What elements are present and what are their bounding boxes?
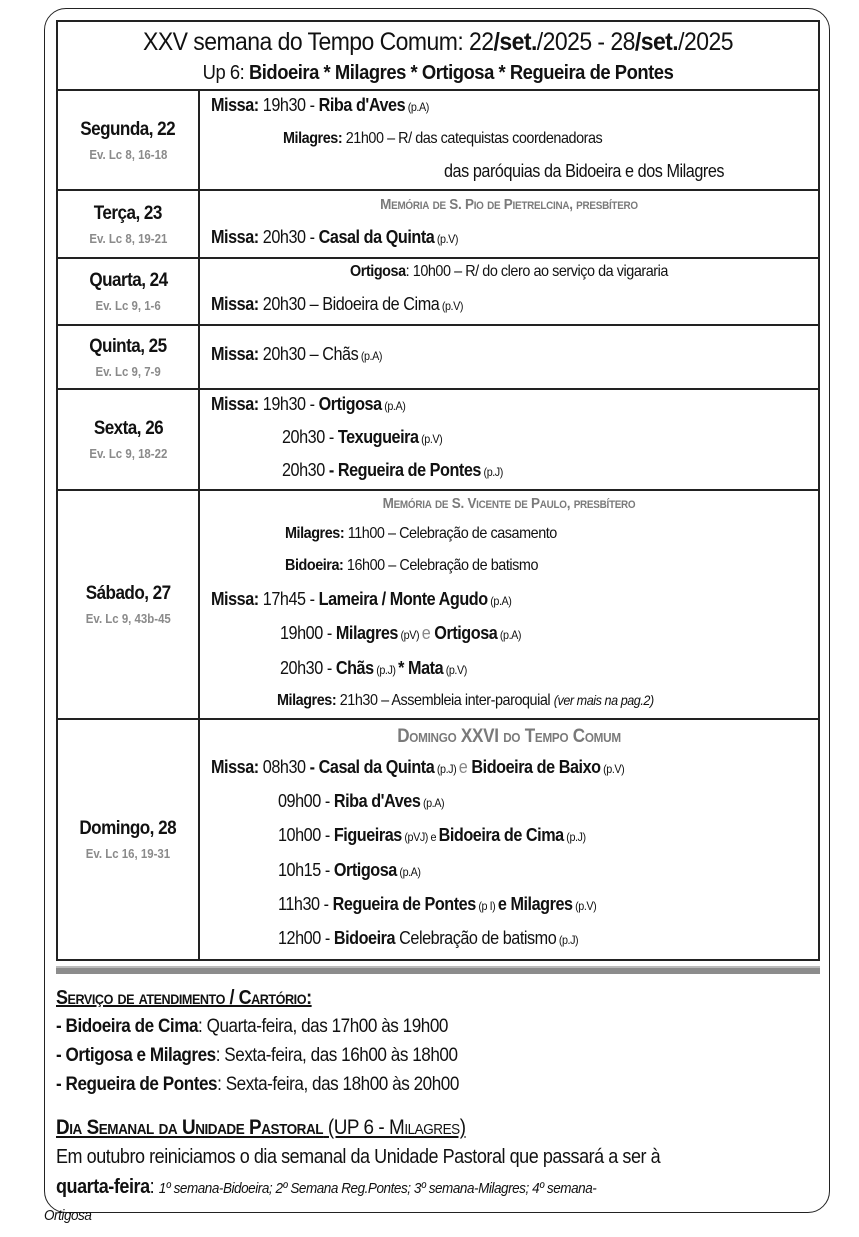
pastoral-day-title: Dia Semanal da Unidade Pastoral (UP 6 - Milagres) bbox=[56, 1116, 466, 1139]
event-line: Missa: 19h30 - Ortigosa (p.A) bbox=[211, 394, 406, 414]
event-line: Milagres: 11h00 – Celebração de casamento bbox=[285, 525, 557, 542]
event-line: 10h15 - Ortigosa (p.A) bbox=[278, 860, 421, 880]
week-title: XXV semana do Tempo Comum: 22/set./2025 - 28/set./2025 bbox=[143, 28, 733, 56]
section-divider bbox=[56, 966, 820, 974]
event-line: Ortigosa: 10h00 – R/ do clero ao serviço da vigararia bbox=[350, 263, 668, 280]
day-name: Quarta, 24 bbox=[88, 270, 168, 291]
schedule-header bbox=[56, 20, 820, 91]
events-cell bbox=[200, 491, 818, 718]
day-row-sabado bbox=[56, 491, 820, 720]
day-cell bbox=[58, 91, 200, 189]
day-name: Terça, 23 bbox=[93, 202, 163, 224]
day-name: Sexta, 26 bbox=[93, 418, 163, 439]
gospel-ref: Ev. Lc 16, 19-31 bbox=[85, 846, 171, 861]
event-line: Milagres: 21h00 – R/ das catequistas coordenadoras bbox=[283, 130, 603, 147]
day-row-terca bbox=[56, 191, 820, 259]
day-name: Quinta, 25 bbox=[89, 335, 167, 357]
gospel-ref: Ev. Lc 9, 7-9 bbox=[95, 363, 161, 379]
event-line: 10h00 - Figueiras (pVJ) e Bidoeira de Cima (p.J) bbox=[278, 825, 586, 845]
event-line: Missa: 17h45 - Lameira / Monte Agudo (p.A) bbox=[211, 589, 512, 609]
events-cell bbox=[200, 259, 818, 324]
day-row-segunda bbox=[56, 91, 820, 191]
events-cell bbox=[200, 390, 818, 489]
memorial-label: Domingo XXVI do Tempo Comum bbox=[397, 726, 621, 747]
events-cell bbox=[200, 326, 818, 388]
day-cell bbox=[58, 259, 200, 324]
parishes-subtitle: Up 6: Bidoeira * Milagres * Ortigosa * Regueira de Pontes bbox=[202, 62, 674, 84]
event-line: Milagres: 21h30 – Assembleia inter-paroquial (ver mais na pag.2) bbox=[277, 692, 654, 709]
event-line: Missa: 20h30 - Casal da Quinta (p.V) bbox=[211, 227, 459, 247]
event-line: Missa: 08h30 - Casal da Quinta (p.J) e Bidoeira de Baixo (p.V) bbox=[211, 757, 625, 777]
event-line: 19h00 - Milagres (pV) e Ortigosa (p.A) bbox=[280, 623, 522, 643]
memorial-label: Memória de S. Pio de Pietrelcina, presbítero bbox=[380, 196, 638, 213]
day-cell bbox=[58, 390, 200, 489]
day-name: Sábado, 27 bbox=[85, 583, 171, 604]
event-line: Missa: 19h30 - Riba d'Aves (p.A) bbox=[211, 95, 429, 115]
event-line: Bidoeira: 16h00 – Celebração de batismo bbox=[285, 557, 538, 574]
gospel-ref: Ev. Lc 9, 18-22 bbox=[88, 446, 168, 461]
events-cell bbox=[200, 720, 818, 959]
gospel-ref: Ev. Lc 8, 19-21 bbox=[88, 230, 168, 246]
event-line: 09h00 - Riba d'Aves (p.A) bbox=[278, 791, 445, 811]
office-title: Serviço de atendimento / Cartório: bbox=[56, 987, 312, 1009]
event-line: 20h30 - Chãs (p.J) * Mata (p.V) bbox=[280, 658, 467, 678]
day-cell bbox=[58, 191, 200, 257]
day-cell bbox=[58, 326, 200, 388]
day-row-sexta bbox=[56, 390, 820, 491]
gospel-ref: Ev. Lc 9, 43b-45 bbox=[85, 611, 171, 626]
day-cell bbox=[58, 491, 200, 718]
day-row-domingo bbox=[56, 720, 820, 961]
event-line: Missa: 20h30 – Chãs (p.A) bbox=[211, 344, 382, 364]
event-line: 20h30 - Regueira de Pontes (p.J) bbox=[282, 460, 503, 480]
day-row-quarta bbox=[56, 259, 820, 326]
pastoral-day-schedule: quarta-feira: 1º semana-Bidoeira; 2º Semana Reg.Pontes; 3º semana-Milagres; 4º semana- bbox=[56, 1176, 597, 1198]
memorial-label: Memória de S. Vicente de Paulo, presbítero bbox=[382, 495, 636, 512]
event-line: 11h30 - Regueira de Pontes (p I) e Milagres (p.V) bbox=[278, 894, 597, 914]
event-line: 20h30 - Texugueira (p.V) bbox=[282, 427, 443, 447]
gospel-ref: Ev. Lc 8, 16-18 bbox=[88, 146, 168, 162]
events-cell bbox=[200, 91, 818, 189]
office-item: - Ortigosa e Milagres: Sexta-feira, das 16h00 às 18h00 bbox=[56, 1045, 458, 1066]
day-row-quinta bbox=[56, 326, 820, 390]
schedule-table bbox=[56, 20, 820, 961]
day-cell bbox=[58, 720, 200, 959]
pastoral-day-schedule-cont: Ortigosa bbox=[44, 1207, 92, 1224]
pastoral-day-text: Em outubro reiniciamos o dia semanal da Unidade Pastoral que passará a ser à bbox=[56, 1146, 661, 1168]
day-name: Domingo, 28 bbox=[79, 818, 177, 839]
events-cell bbox=[200, 191, 818, 257]
office-item: - Regueira de Pontes: Sexta-feira, das 18h00 às 20h00 bbox=[56, 1074, 459, 1095]
event-line: das paróquias da Bidoeira e dos Milagres bbox=[444, 161, 725, 181]
office-item: - Bidoeira de Cima: Quarta-feira, das 17h00 às 19h00 bbox=[56, 1016, 448, 1037]
day-name: Segunda, 22 bbox=[80, 118, 176, 140]
event-line: 12h00 - Bidoeira Celebração de batismo (p.J) bbox=[278, 928, 579, 948]
event-line: Missa: 20h30 – Bidoeira de Cima (p.V) bbox=[211, 294, 464, 314]
gospel-ref: Ev. Lc 9, 1-6 bbox=[95, 298, 161, 313]
